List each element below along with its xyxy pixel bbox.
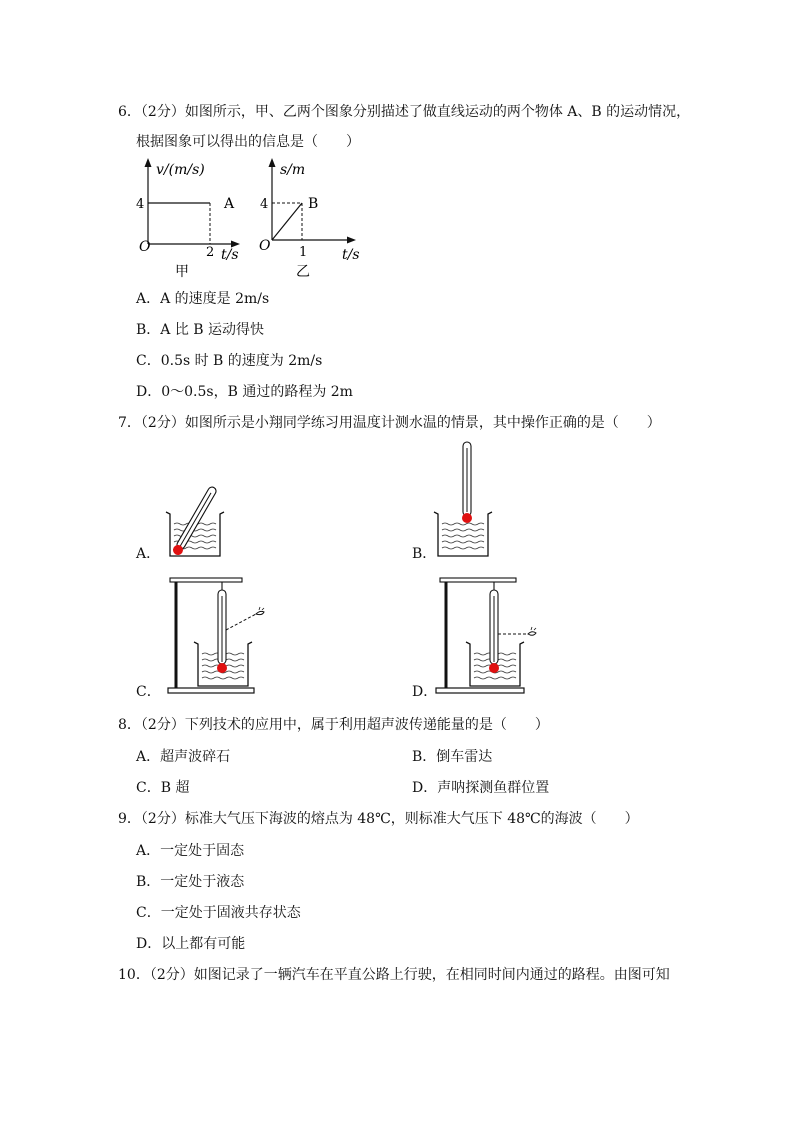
q9-option-b: B．一定处于液态 [136, 874, 245, 890]
q7-label-c: C． [136, 684, 161, 700]
q6-option-d: D．0～0.5s，B 通过的路程为 2m [136, 384, 353, 400]
jia-ylabel: v/(m/s) [156, 162, 205, 178]
jia-origin: O [139, 239, 151, 255]
q9-option-c: C．一定处于固液共存状态 [136, 905, 301, 921]
q7-label-d: D． [412, 684, 438, 700]
q8-option-b: B．倒车雷达 [412, 749, 493, 765]
q10-stem: 10．（2分）如图记录了一辆汽车在平直公路上行驶，在相同时间内通过的路程。由图可知 [118, 967, 670, 983]
q7-figure-b [430, 440, 500, 562]
q8-option-a: A．超声波碎石 [136, 749, 231, 765]
yi-xlabel: t/s [342, 247, 360, 263]
yi-origin: O [259, 238, 271, 254]
q9-option-d: D．以上都有可能 [136, 936, 246, 952]
q7-label-b: B． [412, 546, 437, 562]
q7-figure-c [160, 572, 270, 700]
eye-icon-c [256, 607, 264, 615]
yi-caption: 乙 [296, 264, 310, 280]
bulb-d [489, 663, 499, 673]
q6-stem-line1: 6．（2分）如图所示，甲、乙两个图象分别描述了做直线运动的两个物体 A、B 的运动情况， [118, 104, 691, 120]
q7-figure-d [430, 572, 540, 700]
q6-option-c: C．0.5s 时 B 的速度为 2m/s [136, 353, 323, 369]
jia-series-label: A [224, 196, 235, 212]
jia-ytick: 4 [136, 197, 145, 212]
bulb-c [217, 663, 227, 673]
yi-xtick: 1 [299, 245, 308, 260]
q6-option-b: B．A 比 B 运动得快 [136, 322, 265, 338]
q6-stem-line2: 根据图象可以得出的信息是（ ） [136, 134, 360, 150]
jia-xlabel: t/s [221, 247, 239, 263]
jia-xtick: 2 [206, 245, 215, 260]
q7-figure-a [160, 476, 240, 562]
jia-caption: 甲 [175, 264, 189, 280]
q8-option-c: C．B 超 [136, 780, 190, 796]
eye-icon-d [528, 627, 536, 635]
q7-label-a: A． [136, 546, 161, 562]
q9-stem: 9．（2分）标准大气压下海波的熔点为 48℃，则标准大气压下 48℃的海波（ ） [118, 811, 639, 827]
q6-option-a: A．A 的速度是 2m/s [136, 291, 270, 307]
q6-graph-yi [256, 156, 366, 284]
q6-graph-jia [128, 156, 248, 284]
yi-ytick: 4 [260, 197, 269, 212]
q9-option-a: A．一定处于固态 [136, 843, 245, 859]
yi-series-label: B [308, 196, 319, 212]
q8-stem: 8．（2分）下列技术的应用中，属于利用超声波传递能量的是（ ） [118, 717, 549, 733]
yi-ylabel: s/m [280, 162, 306, 178]
q8-option-d: D．声呐探测鱼群位置 [412, 780, 550, 796]
q7-stem: 7．（2分）如图所示是小翔同学练习用温度计测水温的情景，其中操作正确的是（ ） [118, 415, 661, 431]
bulb-b [462, 513, 472, 523]
